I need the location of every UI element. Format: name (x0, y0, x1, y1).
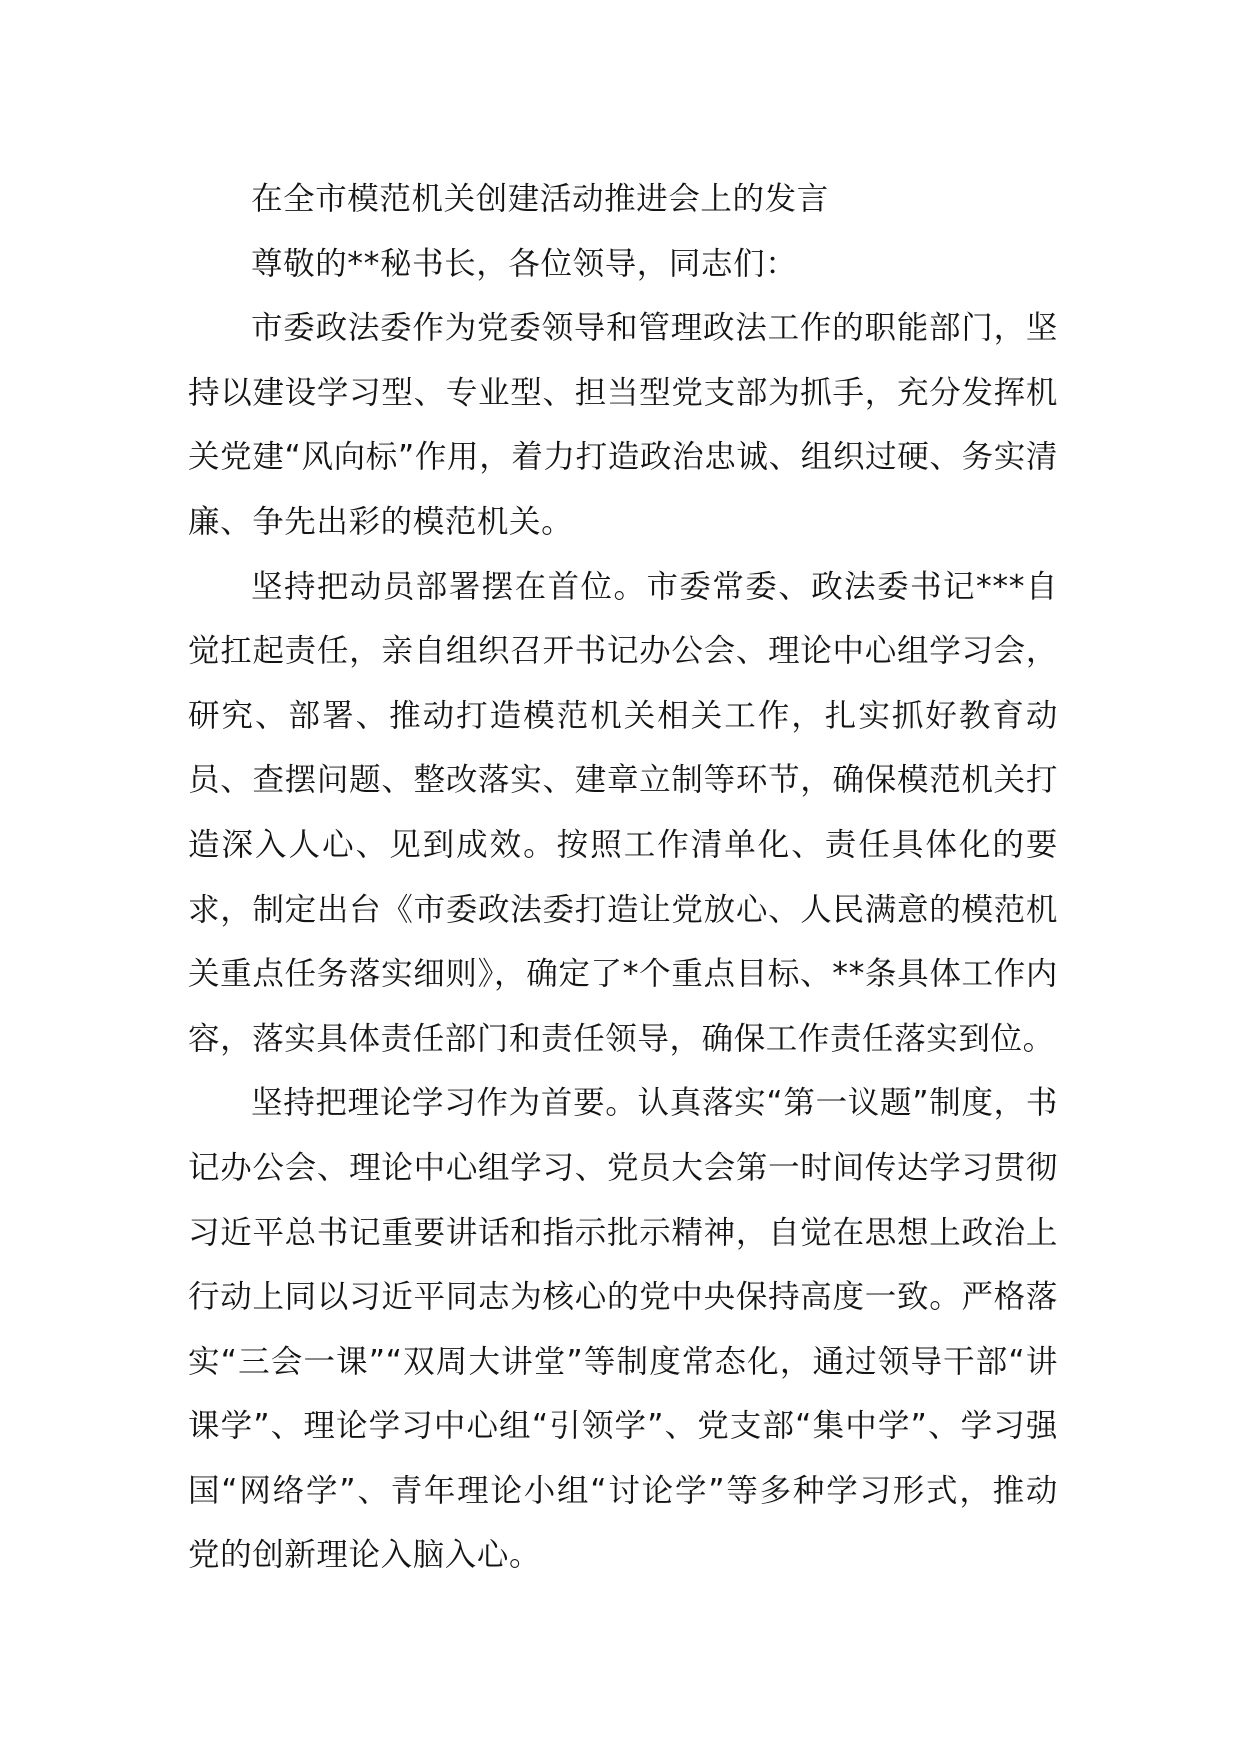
salutation: 尊敬的**秘书长，各位领导，同志们： (251, 245, 798, 282)
paragraph-theory-study: 坚持把理论学习作为首要。认真落实“第一议题”制度，书记办公会、理论中心组学习、党员大会第一时间传达学习贯彻习近平总书记重要讲话和指示批示精神，自觉在思想上政治上行动上同以习近平同志为核心的党中央保持高度一致。严格落实“三会一课”“双周大讲堂”等制度常态化，通过领导干部“讲课学”、理论学习中心组“引领学”、党支部“集中学”、学习强国“网络学”、青年理论小组“讨论学”等多种学习形式，推动党的创新理论入脑入心。 (188, 1085, 1058, 1574)
document-body (188, 167, 1058, 1588)
paragraph-intro: 市委政法委作为党委领导和管理政法工作的职能部门，坚持以建设学习型、专业型、担当型党支部为抓手，充分发挥机关党建“风向标”作用，着力打造政治忠诚、组织过硬、务实清廉、争先出彩的模范机关。 (188, 310, 1058, 540)
document-title: 在全市模范机关创建活动推进会上的发言 (251, 181, 829, 217)
paragraph-mobilization: 坚持把动员部署摆在首位。市委常委、政法委书记***自觉扛起责任，亲自组织召开书记办公会、理论中心组学习会，研究、部署、推动打造模范机关相关工作，扎实抓好教育动员、查摆问题、整改落实、建章立制等环节，确保模范机关打造深入人心、见到成效。按照工作清单化、责任具体化的要求，制定出台《市委政法委打造让党放心、人民满意的模范机关重点任务落实细则》，确定了*个重点目标、**条具体工作内容，落实具体责任部门和责任领导，确保工作责任落实到位。 (188, 568, 1058, 1057)
